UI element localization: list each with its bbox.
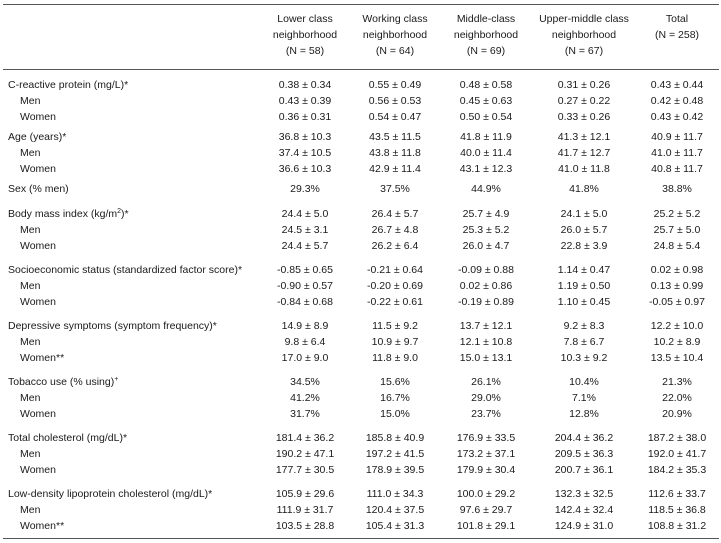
table-cell: 111.0 ± 34.3 (366, 488, 424, 500)
table-cell: 15.0% (380, 408, 410, 420)
table-cell: 103.5 ± 28.8 (275, 520, 335, 532)
table-cell: -0.05 ± 0.97 (649, 296, 705, 308)
table-cell: -0.09 ± 0.88 (458, 264, 514, 276)
table-cell: 25.7 ± 4.9 (462, 208, 510, 220)
table-row (3, 109, 719, 125)
table-cell: 0.50 ± 0.54 (459, 111, 513, 123)
table-cell: 24.5 ± 3.1 (281, 224, 329, 236)
row-label-text: Men (20, 224, 41, 236)
table-cell: 42.9 ± 11.4 (369, 163, 421, 175)
header-rule (3, 69, 719, 70)
table-cell: 0.13 ± 0.99 (650, 280, 704, 292)
table-cell: 36.6 ± 10.3 (278, 163, 332, 175)
table-cell: 7.1% (572, 392, 596, 404)
table-row (3, 462, 719, 478)
table-cell: 9.8 ± 6.4 (284, 336, 326, 348)
table-row (3, 406, 719, 422)
row-label (20, 109, 56, 125)
table-cell: 178.9 ± 39.5 (365, 464, 425, 476)
table-cell: 0.02 ± 0.86 (459, 280, 513, 292)
row-label (8, 374, 118, 390)
table-cell: 43.5 ± 11.5 (369, 131, 421, 143)
table-row (3, 430, 719, 446)
table-row (3, 334, 719, 350)
row-label (20, 278, 40, 294)
row-label (20, 93, 40, 109)
table-cell: 112.6 ± 33.7 (648, 488, 706, 500)
table-cell: 29.0% (471, 392, 501, 404)
row-label (20, 350, 64, 366)
table-cell: 97.6 ± 29.7 (459, 504, 513, 516)
table-cell: 190.2 ± 47.1 (275, 448, 335, 460)
table-cell: 177.7 ± 30.5 (275, 464, 335, 476)
table-cell: 111.9 ± 31.7 (276, 504, 334, 516)
table-row (3, 350, 719, 366)
table-cell: 197.2 ± 41.5 (365, 448, 425, 460)
table-row (3, 77, 719, 93)
table-row (3, 318, 719, 334)
table-cell: 25.3 ± 5.2 (462, 224, 510, 236)
table-cell: 15.0 ± 13.1 (459, 352, 513, 364)
row-label-text: Men (20, 95, 41, 107)
table-cell: 37.5% (380, 183, 410, 195)
row-label-text: Men (20, 147, 41, 159)
table-cell: 181.4 ± 36.2 (275, 432, 335, 444)
table-row (3, 238, 719, 254)
row-label (8, 206, 129, 222)
table-cell: 0.43 ± 0.39 (278, 95, 332, 107)
row-label (8, 77, 128, 93)
table-cell: -0.22 ± 0.61 (367, 296, 423, 308)
row-label-text: Men (20, 336, 41, 348)
table-cell: 29.3% (290, 183, 320, 195)
column-header-line: (N = 258) (654, 29, 700, 41)
column-header-line: Total (665, 13, 689, 25)
table-cell: 0.54 ± 0.47 (368, 111, 422, 123)
row-label-text: Women (20, 111, 56, 123)
row-label (20, 145, 40, 161)
table-cell: 24.1 ± 5.0 (560, 208, 608, 220)
table-cell: 184.2 ± 35.3 (647, 464, 707, 476)
column-header (438, 11, 534, 59)
column-header-line: neighborhood (453, 29, 519, 41)
table-cell: 124.9 ± 31.0 (554, 520, 614, 532)
table-cell: 0.38 ± 0.34 (278, 79, 332, 91)
table-cell: 31.7% (290, 408, 320, 420)
table-cell: 118.5 ± 36.8 (648, 504, 706, 516)
table-cell: 0.56 ± 0.53 (368, 95, 422, 107)
table-cell: 14.9 ± 8.9 (281, 320, 329, 332)
table-cell: 44.9% (471, 183, 501, 195)
table-cell: 0.43 ± 0.44 (650, 79, 704, 91)
row-label-text: Low-density lipoprotein cholesterol (mg/dL)* (8, 488, 213, 500)
table-cell: 0.55 ± 0.49 (368, 79, 422, 91)
table-row (3, 278, 719, 294)
row-label (20, 294, 56, 310)
column-header-line: Lower class (277, 13, 333, 25)
row-label (20, 390, 40, 406)
top-rule (3, 4, 719, 5)
table-cell: 22.0% (662, 392, 692, 404)
table-cell: 11.5 ± 9.2 (372, 320, 418, 332)
table-cell: 0.48 ± 0.58 (459, 79, 513, 91)
table-row (3, 374, 719, 390)
table-cell: 26.7 ± 4.8 (371, 224, 419, 236)
table-cell: 24.4 ± 5.7 (281, 240, 329, 252)
table-cell: 26.4 ± 5.7 (371, 208, 419, 220)
column-header-line: neighborhood (362, 29, 428, 41)
table-cell: 17.0 ± 9.0 (281, 352, 329, 364)
row-label-text: Women (20, 240, 56, 252)
table-cell: 24.8 ± 5.4 (653, 240, 701, 252)
table-cell: 179.9 ± 30.4 (456, 464, 516, 476)
table-cell: 100.0 ± 29.2 (456, 488, 516, 500)
table-cell: 21.3% (662, 376, 692, 388)
table-cell: -0.84 ± 0.68 (277, 296, 333, 308)
table-cell: 26.0 ± 5.7 (560, 224, 608, 236)
table-cell: 9.2 ± 8.3 (563, 320, 605, 332)
row-label-text: Body mass index (kg/m (8, 208, 118, 220)
column-header (637, 11, 717, 43)
table-cell: 0.43 ± 0.42 (650, 111, 704, 123)
row-label-text: Men (20, 280, 41, 292)
row-label (8, 430, 127, 446)
column-header-line: (N = 69) (466, 45, 506, 57)
table-cell: 1.14 ± 0.47 (557, 264, 611, 276)
column-header-line: Middle-class (456, 13, 516, 25)
table-cell: 101.8 ± 29.1 (456, 520, 516, 532)
table-cell: 34.5% (290, 376, 320, 388)
table-cell: 7.8 ± 6.7 (563, 336, 605, 348)
table-cell: 40.0 ± 11.4 (460, 147, 512, 159)
row-label-text: Men (20, 392, 41, 404)
column-header-line: (N = 58) (285, 45, 325, 57)
table-row (3, 206, 719, 222)
table-cell: 0.33 ± 0.26 (557, 111, 611, 123)
column-header-line: Working class (362, 13, 428, 25)
table-row (3, 390, 719, 406)
row-label (20, 462, 56, 478)
table-row (3, 129, 719, 145)
table-cell: 187.2 ± 38.0 (647, 432, 707, 444)
row-label-superscript: + (114, 376, 119, 383)
table-cell: 10.9 ± 9.7 (371, 336, 419, 348)
row-label (8, 318, 217, 334)
table-cell: 41.0 ± 11.8 (558, 163, 610, 175)
table-row (3, 518, 719, 534)
column-header-line: neighborhood (551, 29, 617, 41)
table-cell: 25.7 ± 5.0 (653, 224, 701, 236)
row-label (20, 238, 56, 254)
bottom-rule (3, 538, 719, 539)
row-label (8, 486, 212, 502)
table-cell: 105.4 ± 31.3 (365, 520, 425, 532)
column-header-line: (N = 64) (375, 45, 415, 57)
table-cell: 0.02 ± 0.98 (650, 264, 704, 276)
row-label-text: Women (20, 163, 56, 175)
row-label-text: Men (20, 448, 41, 460)
table-cell: 43.8 ± 11.8 (369, 147, 421, 159)
table-cell: 16.7% (380, 392, 410, 404)
table-cell: 41.2% (290, 392, 320, 404)
table-row (3, 446, 719, 462)
table-cell: 37.4 ± 10.5 (278, 147, 332, 159)
table-cell: 0.27 ± 0.22 (557, 95, 611, 107)
table-cell: -0.90 ± 0.57 (277, 280, 333, 292)
table-cell: 0.42 ± 0.48 (650, 95, 704, 107)
table-cell: 12.1 ± 10.8 (459, 336, 513, 348)
table-cell: 1.19 ± 0.50 (557, 280, 611, 292)
table-cell: 26.0 ± 4.7 (462, 240, 510, 252)
row-label-superscript: 2 (117, 208, 122, 215)
row-label-text: Age (years)* (8, 131, 67, 143)
table-row (3, 262, 719, 278)
row-label (20, 161, 56, 177)
table-cell: 204.4 ± 36.2 (554, 432, 614, 444)
table-cell: 10.4% (569, 376, 599, 388)
table-cell: 12.8% (569, 408, 599, 420)
table-cell: 200.7 ± 36.1 (554, 464, 614, 476)
table-row (3, 93, 719, 109)
table-cell: -0.21 ± 0.64 (367, 264, 423, 276)
row-label-text: C-reactive protein (mg/L)* (8, 79, 129, 91)
row-label (20, 502, 40, 518)
table-cell: 40.9 ± 11.7 (651, 131, 703, 143)
row-label (8, 262, 242, 278)
row-label-text: Depressive symptoms (symptom frequency)* (8, 320, 217, 332)
table-cell: 22.8 ± 3.9 (560, 240, 608, 252)
table-row (3, 486, 719, 502)
column-header-line: (N = 67) (564, 45, 604, 57)
row-label-text: Total cholesterol (mg/dL)* (8, 432, 128, 444)
column-header-line: Upper-middle class (539, 13, 629, 25)
row-label (20, 518, 64, 534)
table-cell: 0.31 ± 0.26 (557, 79, 611, 91)
table-cell: 41.7 ± 12.7 (557, 147, 611, 159)
row-label (20, 406, 56, 422)
column-header (257, 11, 353, 59)
row-label-text: Women** (20, 520, 65, 532)
table-cell: 120.4 ± 37.5 (365, 504, 425, 516)
row-label-text: Socioeconomic status (standardized factor score)* (8, 264, 243, 276)
table-cell: 41.0 ± 11.7 (651, 147, 703, 159)
table-cell: -0.85 ± 0.65 (277, 264, 333, 276)
table-cell: 0.36 ± 0.31 (278, 111, 332, 123)
table-cell: 25.2 ± 5.2 (653, 208, 701, 220)
table-cell: 13.5 ± 10.4 (650, 352, 704, 364)
table-cell: -0.20 ± 0.69 (367, 280, 423, 292)
table-cell: 10.3 ± 9.2 (560, 352, 608, 364)
table-cell: 36.8 ± 10.3 (278, 131, 332, 143)
table-cell: -0.19 ± 0.89 (458, 296, 514, 308)
table-row (3, 222, 719, 238)
row-label-text: Women (20, 408, 56, 420)
row-label-text: Men (20, 504, 41, 516)
row-label-text: Women** (20, 352, 65, 364)
table-cell: 105.9 ± 29.6 (275, 488, 335, 500)
table-cell: 132.3 ± 32.5 (554, 488, 614, 500)
table-cell: 23.7% (471, 408, 501, 420)
row-label (8, 181, 69, 197)
row-label (20, 446, 40, 462)
row-label-text: Tobacco use (% using) (8, 376, 115, 388)
table-cell: 24.4 ± 5.0 (281, 208, 329, 220)
table-cell: 173.2 ± 37.1 (456, 448, 516, 460)
table-cell: 12.2 ± 10.0 (650, 320, 704, 332)
table-cell: 26.1% (471, 376, 501, 388)
table-row (3, 161, 719, 177)
table-cell: 38.8% (662, 183, 692, 195)
row-label-text: Women (20, 296, 56, 308)
table-cell: 26.2 ± 6.4 (371, 240, 419, 252)
table-cell: 11.8 ± 9.0 (372, 352, 418, 364)
column-header-line: neighborhood (272, 29, 338, 41)
table-cell: 15.6% (380, 376, 410, 388)
table-cell: 142.4 ± 32.4 (554, 504, 614, 516)
row-label-text: Sex (% men) (8, 183, 69, 195)
table-row (3, 145, 719, 161)
table-cell: 0.45 ± 0.63 (459, 95, 513, 107)
table-cell: 185.8 ± 40.9 (365, 432, 425, 444)
column-header (524, 11, 644, 59)
table-cell: 108.8 ± 31.2 (647, 520, 707, 532)
table-cell: 41.8 ± 11.9 (460, 131, 512, 143)
table-row (3, 294, 719, 310)
row-label-suffix: )* (121, 208, 129, 220)
row-label (8, 129, 66, 145)
table-cell: 10.2 ± 8.9 (653, 336, 701, 348)
table-cell: 40.8 ± 11.7 (651, 163, 703, 175)
table-row (3, 502, 719, 518)
table-cell: 1.10 ± 0.45 (557, 296, 611, 308)
table-row (3, 181, 719, 197)
column-header (347, 11, 443, 59)
table-cell: 43.1 ± 12.3 (459, 163, 513, 175)
row-label (20, 222, 40, 238)
row-label (20, 334, 40, 350)
table-cell: 192.0 ± 41.7 (647, 448, 707, 460)
table-cell: 176.9 ± 33.5 (456, 432, 516, 444)
table-cell: 41.3 ± 12.1 (557, 131, 611, 143)
table-cell: 13.7 ± 12.1 (459, 320, 513, 332)
row-label-text: Women (20, 464, 56, 476)
table-cell: 41.8% (569, 183, 599, 195)
table-cell: 209.5 ± 36.3 (554, 448, 614, 460)
table-cell: 20.9% (662, 408, 692, 420)
